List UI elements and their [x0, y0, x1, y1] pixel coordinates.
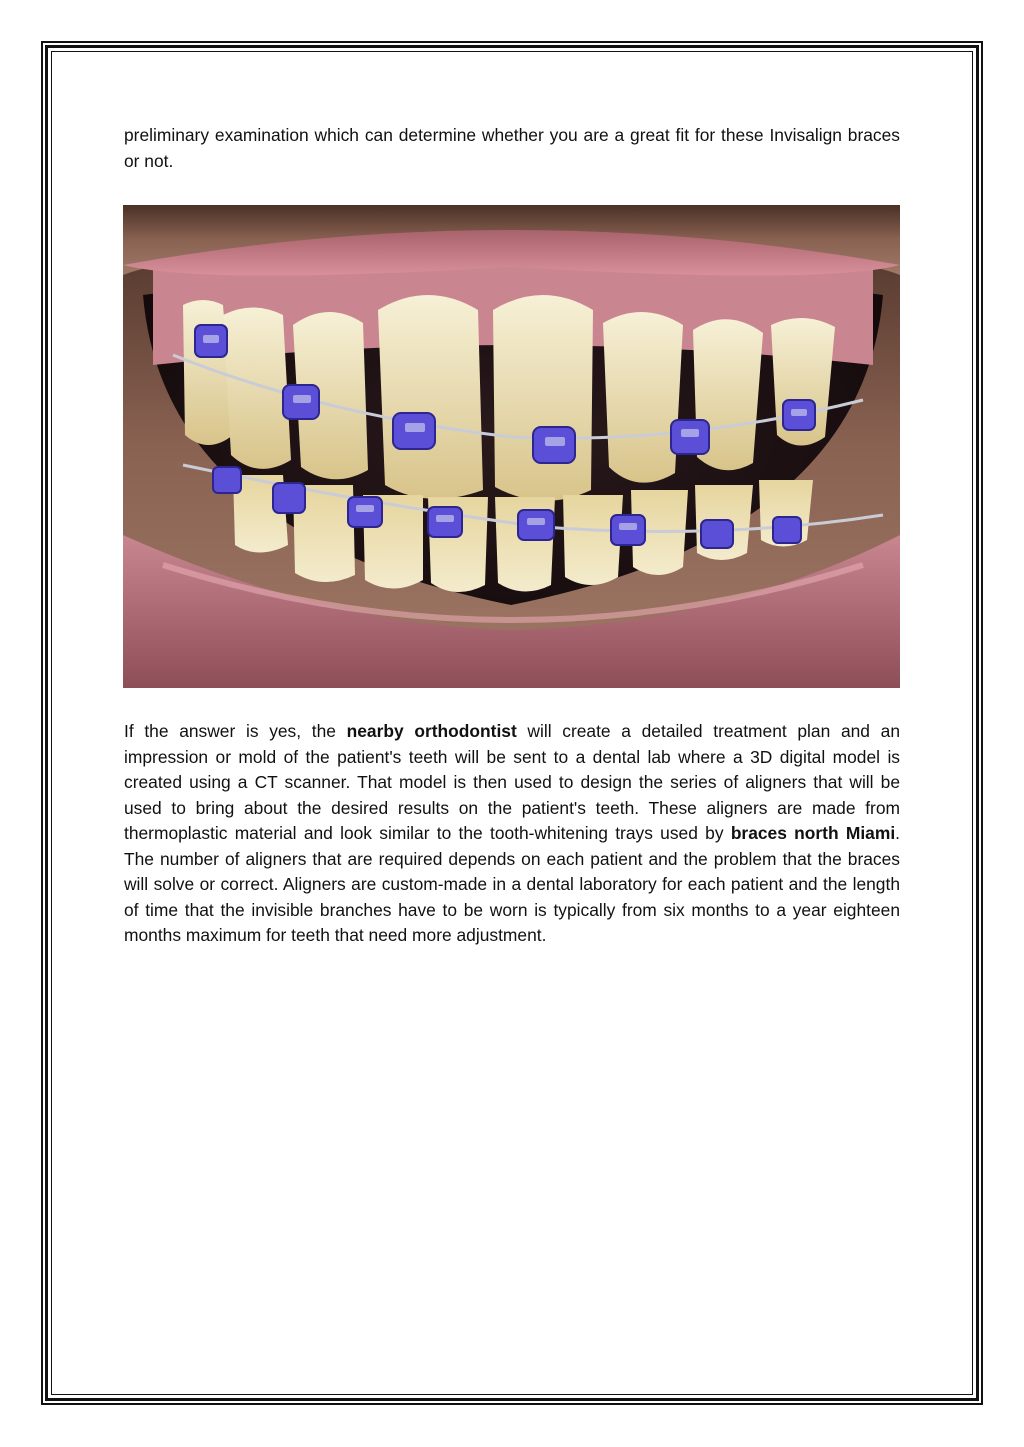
- intro-paragraph: preliminary examination which can determine whether you are a great fit for these Invisalign braces or not.: [124, 125, 900, 171]
- paragraph-text-3: . The number of aligners that are required depends on each patient and the problem that the braces will solve or correct. Aligners are custom-made in a dental laboratory for each patient and the length of time that the invisible branches have to be worn is typically from six months to a year eighteen months maximum for teeth that need more adjustment.: [124, 823, 900, 945]
- braces-photo: [123, 205, 900, 688]
- braces-north-miami-link[interactable]: braces north Miami: [730, 823, 896, 843]
- treatment-paragraph: [124, 719, 900, 949]
- nearby-orthodontist-link[interactable]: nearby orthodontist: [346, 721, 517, 741]
- paragraph-text-2: will create a detailed treatment plan and an impression or mold of the patient's teeth will be sent to a dental lab where a 3D digital model is created using a CT scanner. That model is then used to design the series of aligners that will be used to bring about the desired results on the patient's teeth. These aligners are made from thermoplastic material and look similar to the tooth-whitening trays used by: [124, 721, 900, 843]
- paragraph-text-1: If the answer is yes, the: [124, 721, 347, 741]
